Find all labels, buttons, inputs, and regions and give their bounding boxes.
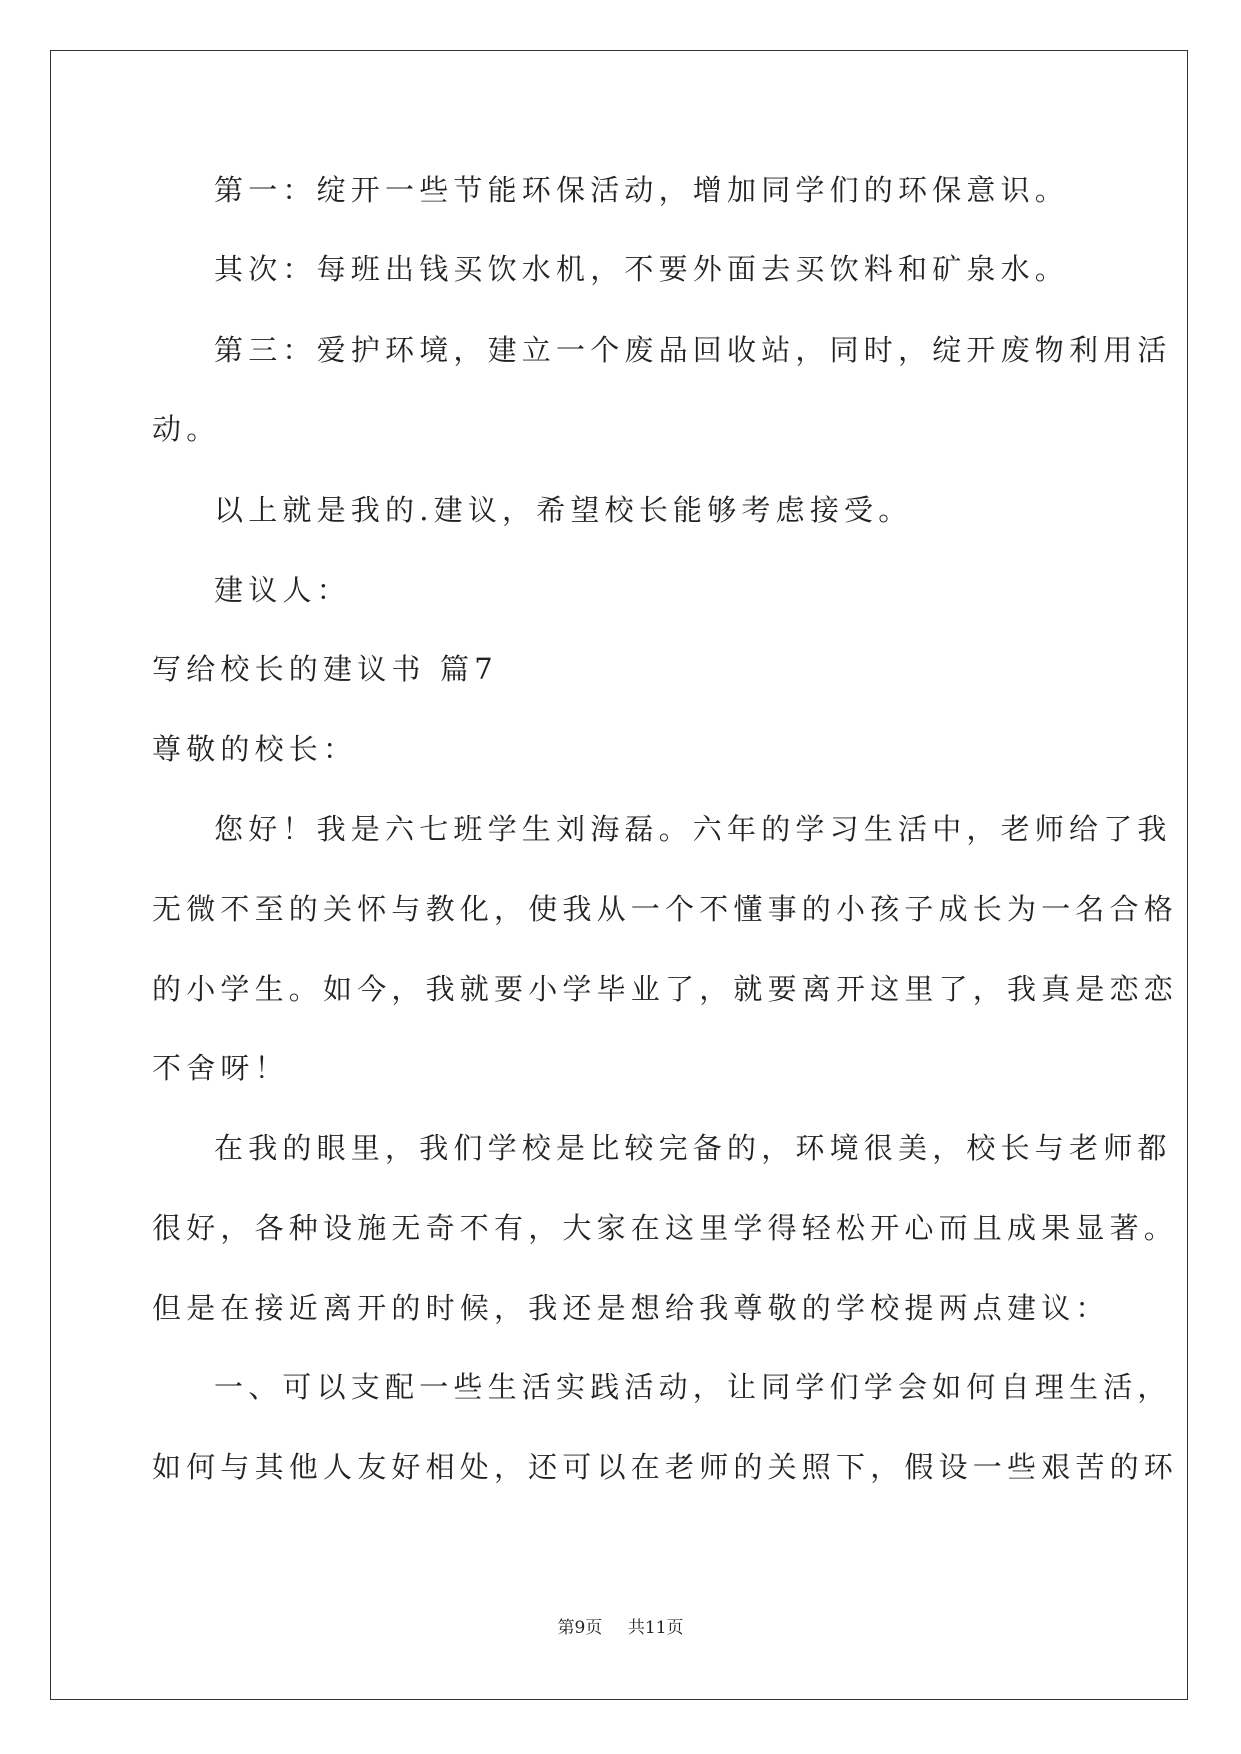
page-footer (0, 1616, 1241, 1640)
salutation: 尊敬的校长： (152, 732, 358, 766)
page-number: 第9页 (557, 1618, 603, 1638)
paragraph-line: 不舍呀！ (152, 1051, 289, 1085)
paragraph-line: 第一：绽开一些节能环保活动，增加同学们的环保意识。 (214, 173, 1070, 207)
signature-label: 建议人： (214, 573, 351, 607)
paragraph-line: 但是在接近离开的时候，我还是想给我尊敬的学校提两点建议： (152, 1291, 1110, 1325)
paragraph-line: 如何与其他人友好相处，还可以在老师的关照下，假设一些艰苦的环 (152, 1450, 1179, 1484)
total-pages: 共11页 (627, 1618, 684, 1638)
paragraph-line: 第三：爱护环境，建立一个废品回收站，同时，绽开废物利用活 (214, 333, 1172, 367)
paragraph-line: 其次：每班出钱买饮水机，不要外面去买饮料和矿泉水。 (214, 252, 1070, 286)
paragraph-line: 无微不至的关怀与教化，使我从一个不懂事的小孩子成长为一名合格 (152, 892, 1179, 926)
section-heading: 写给校长的建议书 篇7 (152, 652, 498, 686)
paragraph-line: 动。 (152, 412, 221, 446)
paragraph-line: 一、可以支配一些生活实践活动，让同学们学会如何自理生活， (214, 1370, 1172, 1404)
paragraph-line: 以上就是我的.建议，希望校长能够考虑接受。 (214, 493, 913, 527)
paragraph-line: 很好，各种设施无奇不有，大家在这里学得轻松开心而且成果显著。 (152, 1211, 1179, 1245)
paragraph-line: 的小学生。如今，我就要小学毕业了，就要离开这里了，我真是恋恋 (152, 972, 1179, 1006)
paragraph-line: 在我的眼里，我们学校是比较完备的，环境很美，校长与老师都 (214, 1131, 1172, 1165)
paragraph-line: 您好！我是六七班学生刘海磊。六年的学习生活中，老师给了我 (214, 812, 1172, 846)
